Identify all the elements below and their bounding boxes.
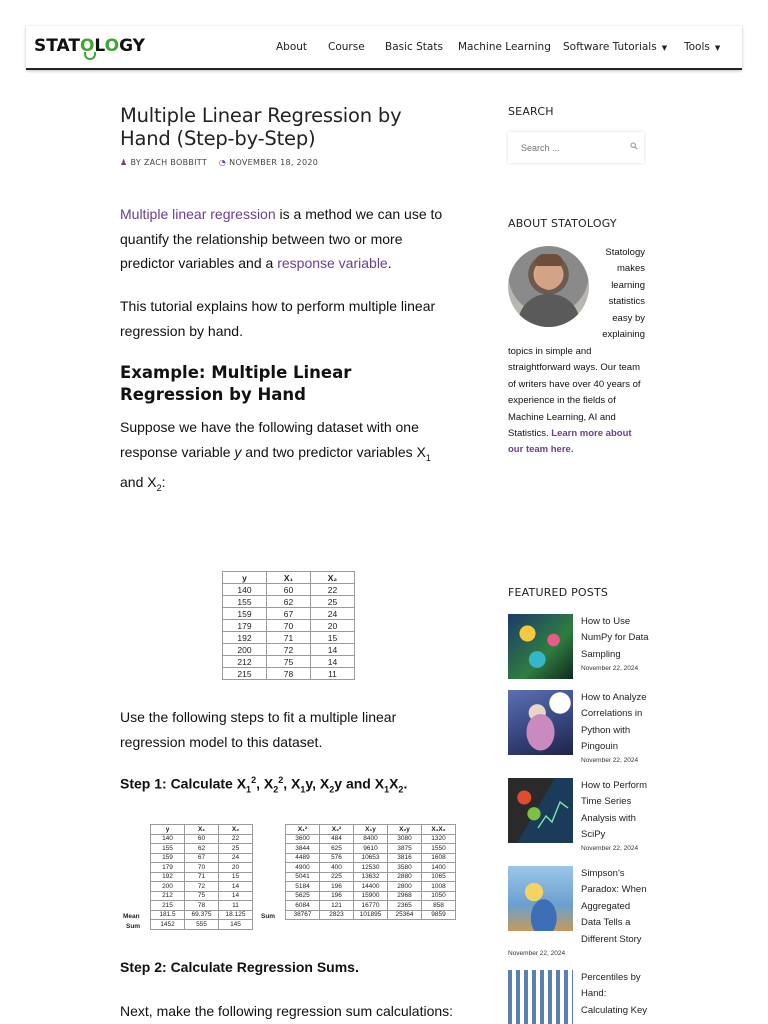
table-cell: 1400 [422, 863, 456, 873]
post-title-link[interactable]: How to Analyze Correlations in Python with Pingouin [581, 692, 647, 753]
table-cell: 60 [267, 584, 311, 596]
table-cell: 196 [320, 891, 354, 901]
response-variable-link[interactable]: response variable [277, 255, 388, 271]
multiple-linear-regression-link[interactable]: Multiple linear regression [120, 206, 276, 222]
table-cell: 4900 [286, 863, 320, 873]
products-sum-label: Sum [261, 913, 276, 920]
table-cell: 20 [219, 863, 253, 873]
table-row [151, 891, 253, 901]
table-cell: 1320 [422, 834, 456, 844]
table-cell: 576 [320, 853, 354, 863]
nav-tools[interactable]: Tools ▼ [684, 41, 721, 53]
table-cell: 24 [219, 853, 253, 863]
author-link[interactable]: BY ZACH BOBBITT [130, 158, 208, 167]
chevron-down-icon: ▼ [661, 44, 668, 52]
column-header: X₁ [185, 825, 219, 835]
table-row [151, 844, 253, 854]
table-row [286, 844, 456, 854]
table-cell: 38767 [286, 910, 320, 920]
post-thumbnail[interactable] [508, 866, 573, 931]
table-cell: 159 [223, 608, 267, 620]
table-cell: 69.375 [185, 910, 219, 920]
nav-machine-learning[interactable]: Machine Learning [458, 41, 551, 53]
table-cell: 15 [311, 632, 355, 644]
table-cell: 121 [320, 901, 354, 911]
table-cell: 14 [311, 644, 355, 656]
table-header-row [151, 825, 253, 835]
table-cell: 140 [223, 584, 267, 596]
search-box [508, 132, 644, 163]
table-row [223, 656, 355, 668]
post-title-link[interactable]: How to Perform Time Series Analysis with SciPy [581, 780, 647, 841]
post-title-link[interactable]: Simpson's Paradox: When Aggregated Data Tells a Different Story [581, 868, 647, 945]
table-cell: 3600 [286, 834, 320, 844]
featured-posts-heading: FEATURED POSTS [508, 586, 609, 599]
column-header: X₂ [219, 825, 253, 835]
table-cell: 60 [185, 834, 219, 844]
table-cell: 2968 [388, 891, 422, 901]
table-row [286, 910, 456, 920]
about-text: topics in simple and straightforward ways. Our team of writers have over 40 years of experience in the fields of Machine Learning, AI and Statistics. Learn more about our team here. [508, 346, 641, 456]
table-cell: 159 [151, 853, 185, 863]
table-cell: 4489 [286, 853, 320, 863]
site-logo[interactable]: STATOLOGY [34, 36, 145, 56]
table-cell: 67 [267, 608, 311, 620]
table-cell: 145 [219, 920, 253, 930]
column-header: X₁X₂ [422, 825, 456, 835]
table-cell: 2880 [388, 872, 422, 882]
table-cell: 192 [151, 872, 185, 882]
table-cell: 3816 [388, 853, 422, 863]
post-date: November 22, 2024 [508, 950, 566, 957]
clock-icon: ◔ [218, 158, 227, 167]
logo-smile-mark [84, 52, 96, 60]
table-cell: 9859 [422, 910, 456, 920]
table-cell: 22 [311, 584, 355, 596]
author-avatar [508, 246, 589, 327]
table-cell: 196 [320, 882, 354, 892]
steps-intro: Use the following steps to fit a multiple linear regression model to this dataset. [120, 709, 397, 750]
table-cell: 101895 [354, 910, 388, 920]
post-date: November 22, 2024 [581, 665, 639, 672]
column-header: X₂ [311, 572, 355, 584]
step1-heading: Step 1: Calculate $X_1^2$, $X_2^2$, $X_1y$, $X_2y$ and $X_1X_2$. [120, 775, 408, 795]
table-cell: 11 [311, 668, 355, 680]
table-cell: 3844 [286, 844, 320, 854]
table-cell: 225 [320, 872, 354, 882]
column-header: y [151, 825, 185, 835]
chevron-down-icon: ▼ [714, 44, 721, 52]
table-cell: 13632 [354, 872, 388, 882]
table-cell: 24 [311, 608, 355, 620]
table-cell: 5041 [286, 872, 320, 882]
search-input[interactable] [508, 132, 618, 163]
table-row [151, 901, 253, 911]
table-cell: 8400 [354, 834, 388, 844]
post-thumbnail[interactable] [508, 614, 573, 679]
table-cell: 67 [185, 853, 219, 863]
about-heading: ABOUT STATOLOGY [508, 217, 617, 230]
table-cell: 72 [185, 882, 219, 892]
table-cell: 3875 [388, 844, 422, 854]
table-cell: 62 [185, 844, 219, 854]
table-cell: 212 [151, 891, 185, 901]
table-cell: 25364 [388, 910, 422, 920]
table-cell: 14400 [354, 882, 388, 892]
column-header: X₁y [354, 825, 388, 835]
table-cell: 14 [219, 891, 253, 901]
table-row [286, 882, 456, 892]
table-row [286, 853, 456, 863]
table-row [286, 834, 456, 844]
dataset-intro: Suppose we have the following dataset with one response variable y and two predictor variables $X_1$ and $X_2$: [120, 419, 431, 493]
table-cell: 20 [311, 620, 355, 632]
table-cell: 215 [223, 668, 267, 680]
table-cell: 200 [223, 644, 267, 656]
table-row [223, 644, 355, 656]
table-cell: 155 [151, 844, 185, 854]
table-cell: 179 [151, 863, 185, 873]
table-cell: 181.5 [151, 910, 185, 920]
column-header: X₂y [388, 825, 422, 835]
table-cell: 62 [267, 596, 311, 608]
intro-paragraph: Multiple linear regression is a method we can use to quantify the relationship between two or more predictor variables and a response variable. [120, 206, 443, 271]
table-cell: 22 [219, 834, 253, 844]
nav-course[interactable]: Course [328, 41, 365, 53]
table-row [286, 891, 456, 901]
table-row [151, 920, 253, 930]
site-header [26, 26, 742, 70]
table-cell: 200 [151, 882, 185, 892]
table-cell: 70 [185, 863, 219, 873]
table-cell: 71 [185, 872, 219, 882]
table-cell: 2800 [388, 882, 422, 892]
table-header-row [286, 825, 456, 835]
table-cell: 5625 [286, 891, 320, 901]
table-header-row [223, 572, 355, 584]
tutorial-description: This tutorial explains how to perform multiple linear regression by hand. [120, 298, 436, 339]
table-cell: 3580 [388, 863, 422, 873]
step1-products-table [285, 824, 456, 920]
post-thumbnail[interactable] [508, 778, 573, 843]
table-row [286, 872, 456, 882]
table-row [223, 668, 355, 680]
table-cell: 75 [267, 656, 311, 668]
page-title: Multiple Linear Regression by Hand (Step-by-Step) [120, 104, 402, 150]
search-heading: SEARCH [508, 105, 554, 118]
table-cell: 212 [223, 656, 267, 668]
table-cell: 1452 [151, 920, 185, 930]
table-row [151, 853, 253, 863]
column-header: X₂² [320, 825, 354, 835]
example-heading: Example: Multiple Linear Regression by Hand [120, 363, 352, 404]
table-cell: 1050 [422, 891, 456, 901]
table-cell: 14 [219, 882, 253, 892]
table-cell: 9610 [354, 844, 388, 854]
table-cell: 11 [219, 901, 253, 911]
nav-software-tutorials[interactable]: Software Tutorials ▼ [563, 41, 668, 53]
table-cell: 1550 [422, 844, 456, 854]
table-cell: 14 [311, 656, 355, 668]
table-row [151, 863, 253, 873]
table-row [223, 620, 355, 632]
table-cell: 3080 [388, 834, 422, 844]
column-header: X₁ [267, 572, 311, 584]
table-cell: 78 [185, 901, 219, 911]
table-cell: 858 [422, 901, 456, 911]
table-row [223, 608, 355, 620]
table-row [151, 834, 253, 844]
table-cell: 5184 [286, 882, 320, 892]
table-cell: 25 [311, 596, 355, 608]
table-cell: 179 [223, 620, 267, 632]
table-cell: 1065 [422, 872, 456, 882]
table-cell: 16770 [354, 901, 388, 911]
step2-heading: Step 2: Calculate Regression Sums. [120, 959, 359, 975]
table-row [286, 901, 456, 911]
post-date: November 22, 2024 [581, 845, 639, 852]
mean-label: Mean [123, 913, 140, 920]
post-title-link[interactable]: How to Use NumPy for Data Sampling [581, 616, 649, 660]
user-icon: ♟ [120, 158, 128, 167]
column-header: X₁² [286, 825, 320, 835]
post-thumbnail[interactable] [508, 970, 573, 1024]
table-cell: 2365 [388, 901, 422, 911]
about-text-right: Statology makes learning statistics easy by explaining [602, 247, 645, 341]
sum-label: Sum [126, 923, 141, 930]
table-cell: 555 [185, 920, 219, 930]
table-cell: 12530 [354, 863, 388, 873]
table-row [151, 872, 253, 882]
table-cell: 2823 [320, 910, 354, 920]
table-row [223, 596, 355, 608]
table-cell: 18.125 [219, 910, 253, 920]
step1-base-table [150, 824, 253, 930]
table-cell: 72 [267, 644, 311, 656]
table-row [223, 632, 355, 644]
table-cell: 215 [151, 901, 185, 911]
table-cell: 10653 [354, 853, 388, 863]
table-cell: 25 [219, 844, 253, 854]
learn-more-link[interactable]: Learn more about our team here. [508, 428, 632, 456]
table-row [286, 863, 456, 873]
table-cell: 15900 [354, 891, 388, 901]
post-meta [120, 158, 318, 167]
table-row [151, 910, 253, 920]
table-row [223, 584, 355, 596]
column-header: y [223, 572, 267, 584]
table-cell: 400 [320, 863, 354, 873]
table-cell: 484 [320, 834, 354, 844]
table-cell: 6084 [286, 901, 320, 911]
nav-about[interactable]: About [276, 41, 308, 53]
table-cell: 625 [320, 844, 354, 854]
table-cell: 1608 [422, 853, 456, 863]
table-cell: 192 [223, 632, 267, 644]
table-cell: 1008 [422, 882, 456, 892]
table-cell: 75 [185, 891, 219, 901]
table-cell: 140 [151, 834, 185, 844]
table-cell: 71 [267, 632, 311, 644]
nav-basic-stats[interactable]: Basic Stats [385, 41, 443, 53]
search-icon[interactable] [630, 142, 638, 150]
post-date: NOVEMBER 18, 2020 [229, 158, 319, 167]
table-cell: 15 [219, 872, 253, 882]
table-row [151, 882, 253, 892]
table-cell: 78 [267, 668, 311, 680]
post-thumbnail[interactable] [508, 690, 573, 755]
post-title-link[interactable]: Percentiles by Hand: Calculating Key [581, 972, 648, 1016]
table-cell: 155 [223, 596, 267, 608]
post-date: November 22, 2024 [581, 757, 639, 764]
table-cell: 70 [267, 620, 311, 632]
dataset-table [222, 571, 355, 680]
regression-sums-intro: Next, make the following regression sum calculations: [120, 1003, 454, 1019]
